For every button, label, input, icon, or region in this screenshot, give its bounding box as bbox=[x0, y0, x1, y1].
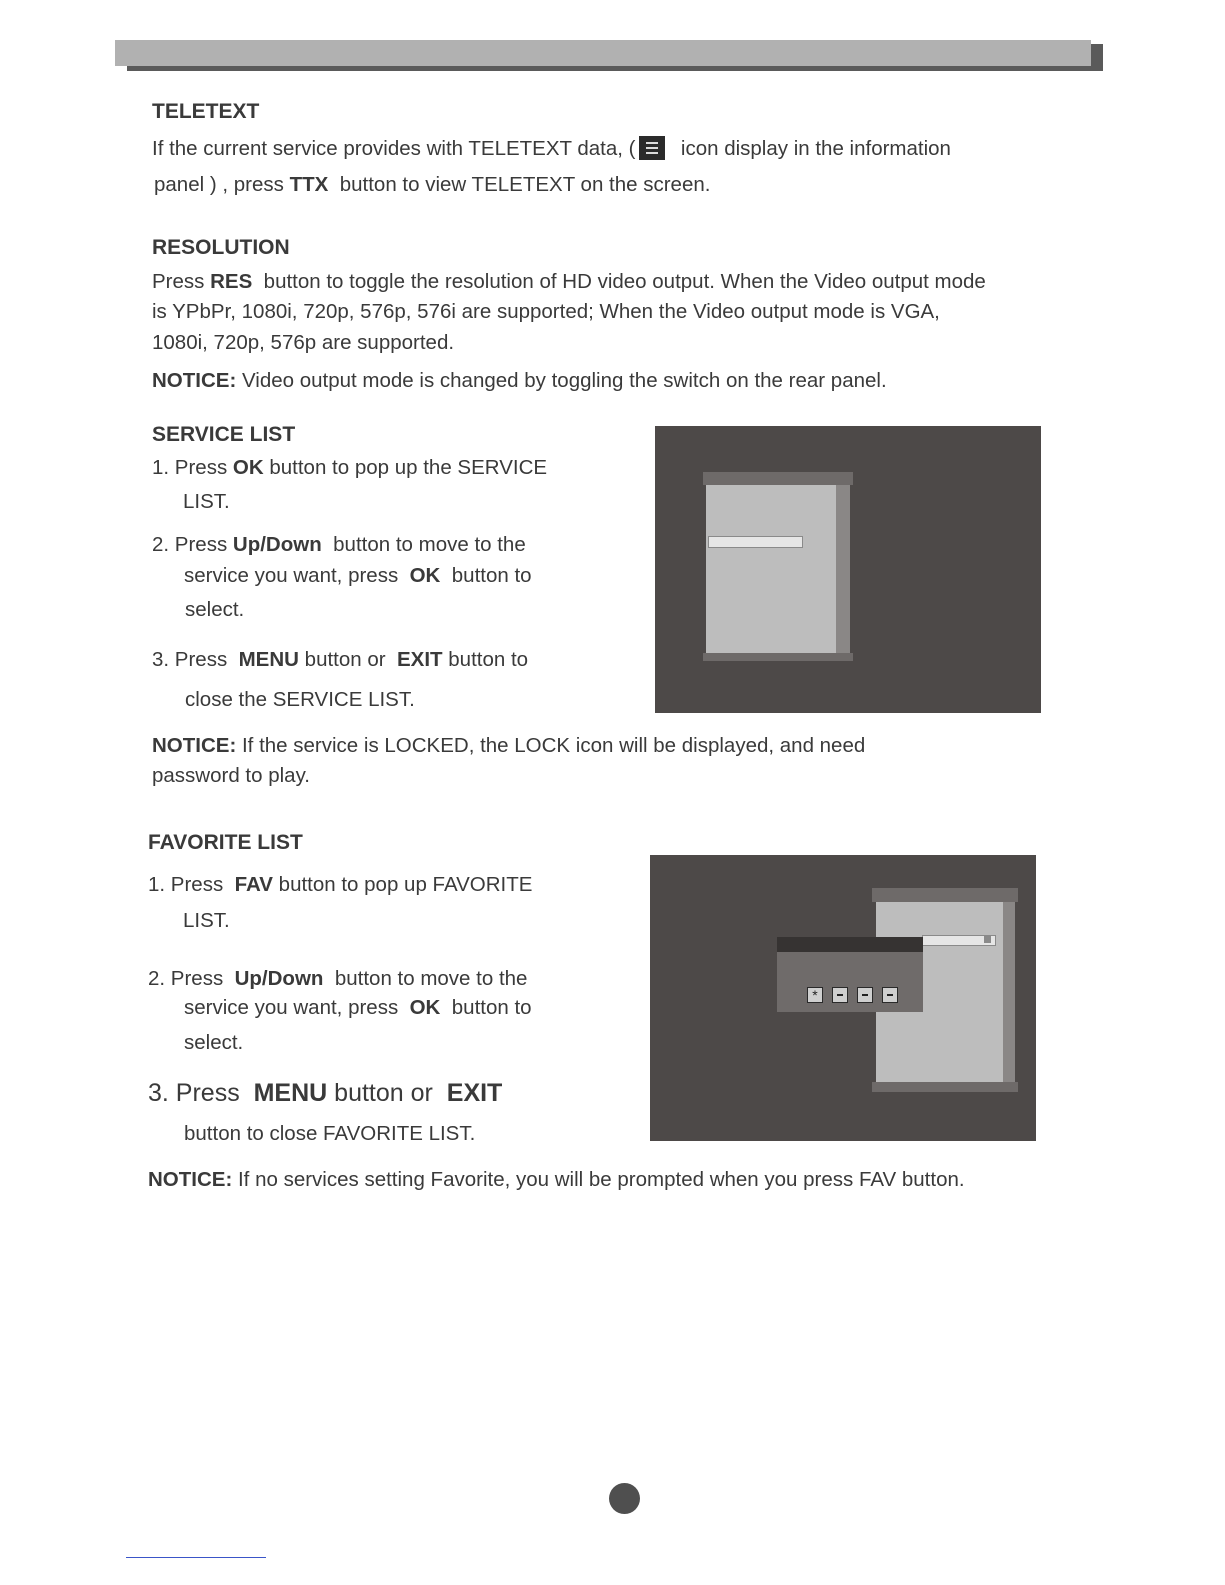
teletext-line-2: panel ) , press TTX button to view TELETEXT on the screen. bbox=[154, 173, 711, 196]
favorite-step-1: 1. Press FAV button to pop up FAVORITE bbox=[148, 873, 533, 896]
favorite-dialog-title-bar bbox=[777, 937, 923, 952]
teletext-heading: TELETEXT bbox=[152, 100, 260, 123]
favorite-list-heading: FAVORITE LIST bbox=[148, 831, 303, 854]
service-list-selected-row bbox=[708, 536, 803, 548]
favorite-notice: NOTICE: If no services setting Favorite, you will be prompted when you press FAV button. bbox=[148, 1168, 965, 1191]
service-step-1: 1. Press OK button to pop up the SERVICE bbox=[152, 456, 548, 479]
service-step-3-cont: close the SERVICE LIST. bbox=[185, 688, 415, 711]
favorite-slot-3 bbox=[857, 987, 873, 1003]
page-number-dot bbox=[609, 1483, 640, 1514]
favorite-list-footer-bar bbox=[872, 1082, 1018, 1092]
favorite-step-2: 2. Press Up/Down button to move to the bbox=[148, 967, 528, 990]
service-step-2: 2. Press Up/Down button to move to the bbox=[152, 533, 526, 556]
resolution-line-1: Press RES button to toggle the resolution of HD video output. When the Video output mode bbox=[152, 270, 986, 293]
service-step-1-cont: LIST. bbox=[183, 490, 230, 513]
service-list-heading: SERVICE LIST bbox=[152, 423, 296, 446]
favorite-step-2-end: select. bbox=[184, 1031, 244, 1054]
resolution-line-3: 1080i, 720p, 576p are supported. bbox=[152, 331, 455, 354]
favorite-list-scrollbar bbox=[1003, 902, 1015, 1082]
favorite-slot-2 bbox=[832, 987, 848, 1003]
service-step-2-cont: service you want, press OK button to bbox=[184, 564, 532, 587]
service-list-screenshot bbox=[655, 426, 1041, 713]
service-notice: NOTICE: If the service is LOCKED, the LOCK icon will be displayed, and need bbox=[152, 734, 866, 757]
favorite-list-title-bar bbox=[872, 888, 1018, 902]
service-list-title-bar bbox=[703, 472, 853, 485]
resolution-notice: NOTICE: Video output mode is changed by toggling the switch on the rear panel. bbox=[152, 369, 887, 392]
teletext-line-1: If the current service provides with TELETEXT data, ( icon display in the information bbox=[152, 137, 951, 160]
service-step-3: 3. Press MENU button or EXIT button to bbox=[152, 648, 529, 671]
resolution-line-2: is YPbPr, 1080i, 720p, 576p, 576i are supported; When the Video output mode is VGA, bbox=[152, 300, 940, 323]
favorite-dialog bbox=[777, 937, 923, 1012]
favorite-step-3-cont: button to close FAVORITE LIST. bbox=[184, 1122, 476, 1145]
header-bar bbox=[115, 40, 1091, 66]
favorite-step-2-cont: service you want, press OK button to bbox=[184, 996, 532, 1019]
favorite-step-3: 3. Press MENU button or EXIT bbox=[148, 1079, 503, 1107]
favorite-slot-4 bbox=[882, 987, 898, 1003]
service-notice-cont: password to play. bbox=[152, 764, 311, 787]
favorite-slot-1: * bbox=[807, 987, 823, 1003]
favorite-step-1-cont: LIST. bbox=[183, 909, 230, 932]
lock-icon bbox=[984, 936, 991, 943]
teletext-icon bbox=[639, 136, 665, 160]
footer-link-line bbox=[126, 1557, 266, 1558]
service-list-scrollbar bbox=[836, 485, 850, 653]
favorite-list-screenshot bbox=[650, 855, 1036, 1141]
service-list-panel bbox=[706, 485, 836, 653]
resolution-heading: RESOLUTION bbox=[152, 236, 290, 259]
service-list-footer-bar bbox=[703, 653, 853, 661]
service-step-2-end: select. bbox=[185, 598, 245, 621]
